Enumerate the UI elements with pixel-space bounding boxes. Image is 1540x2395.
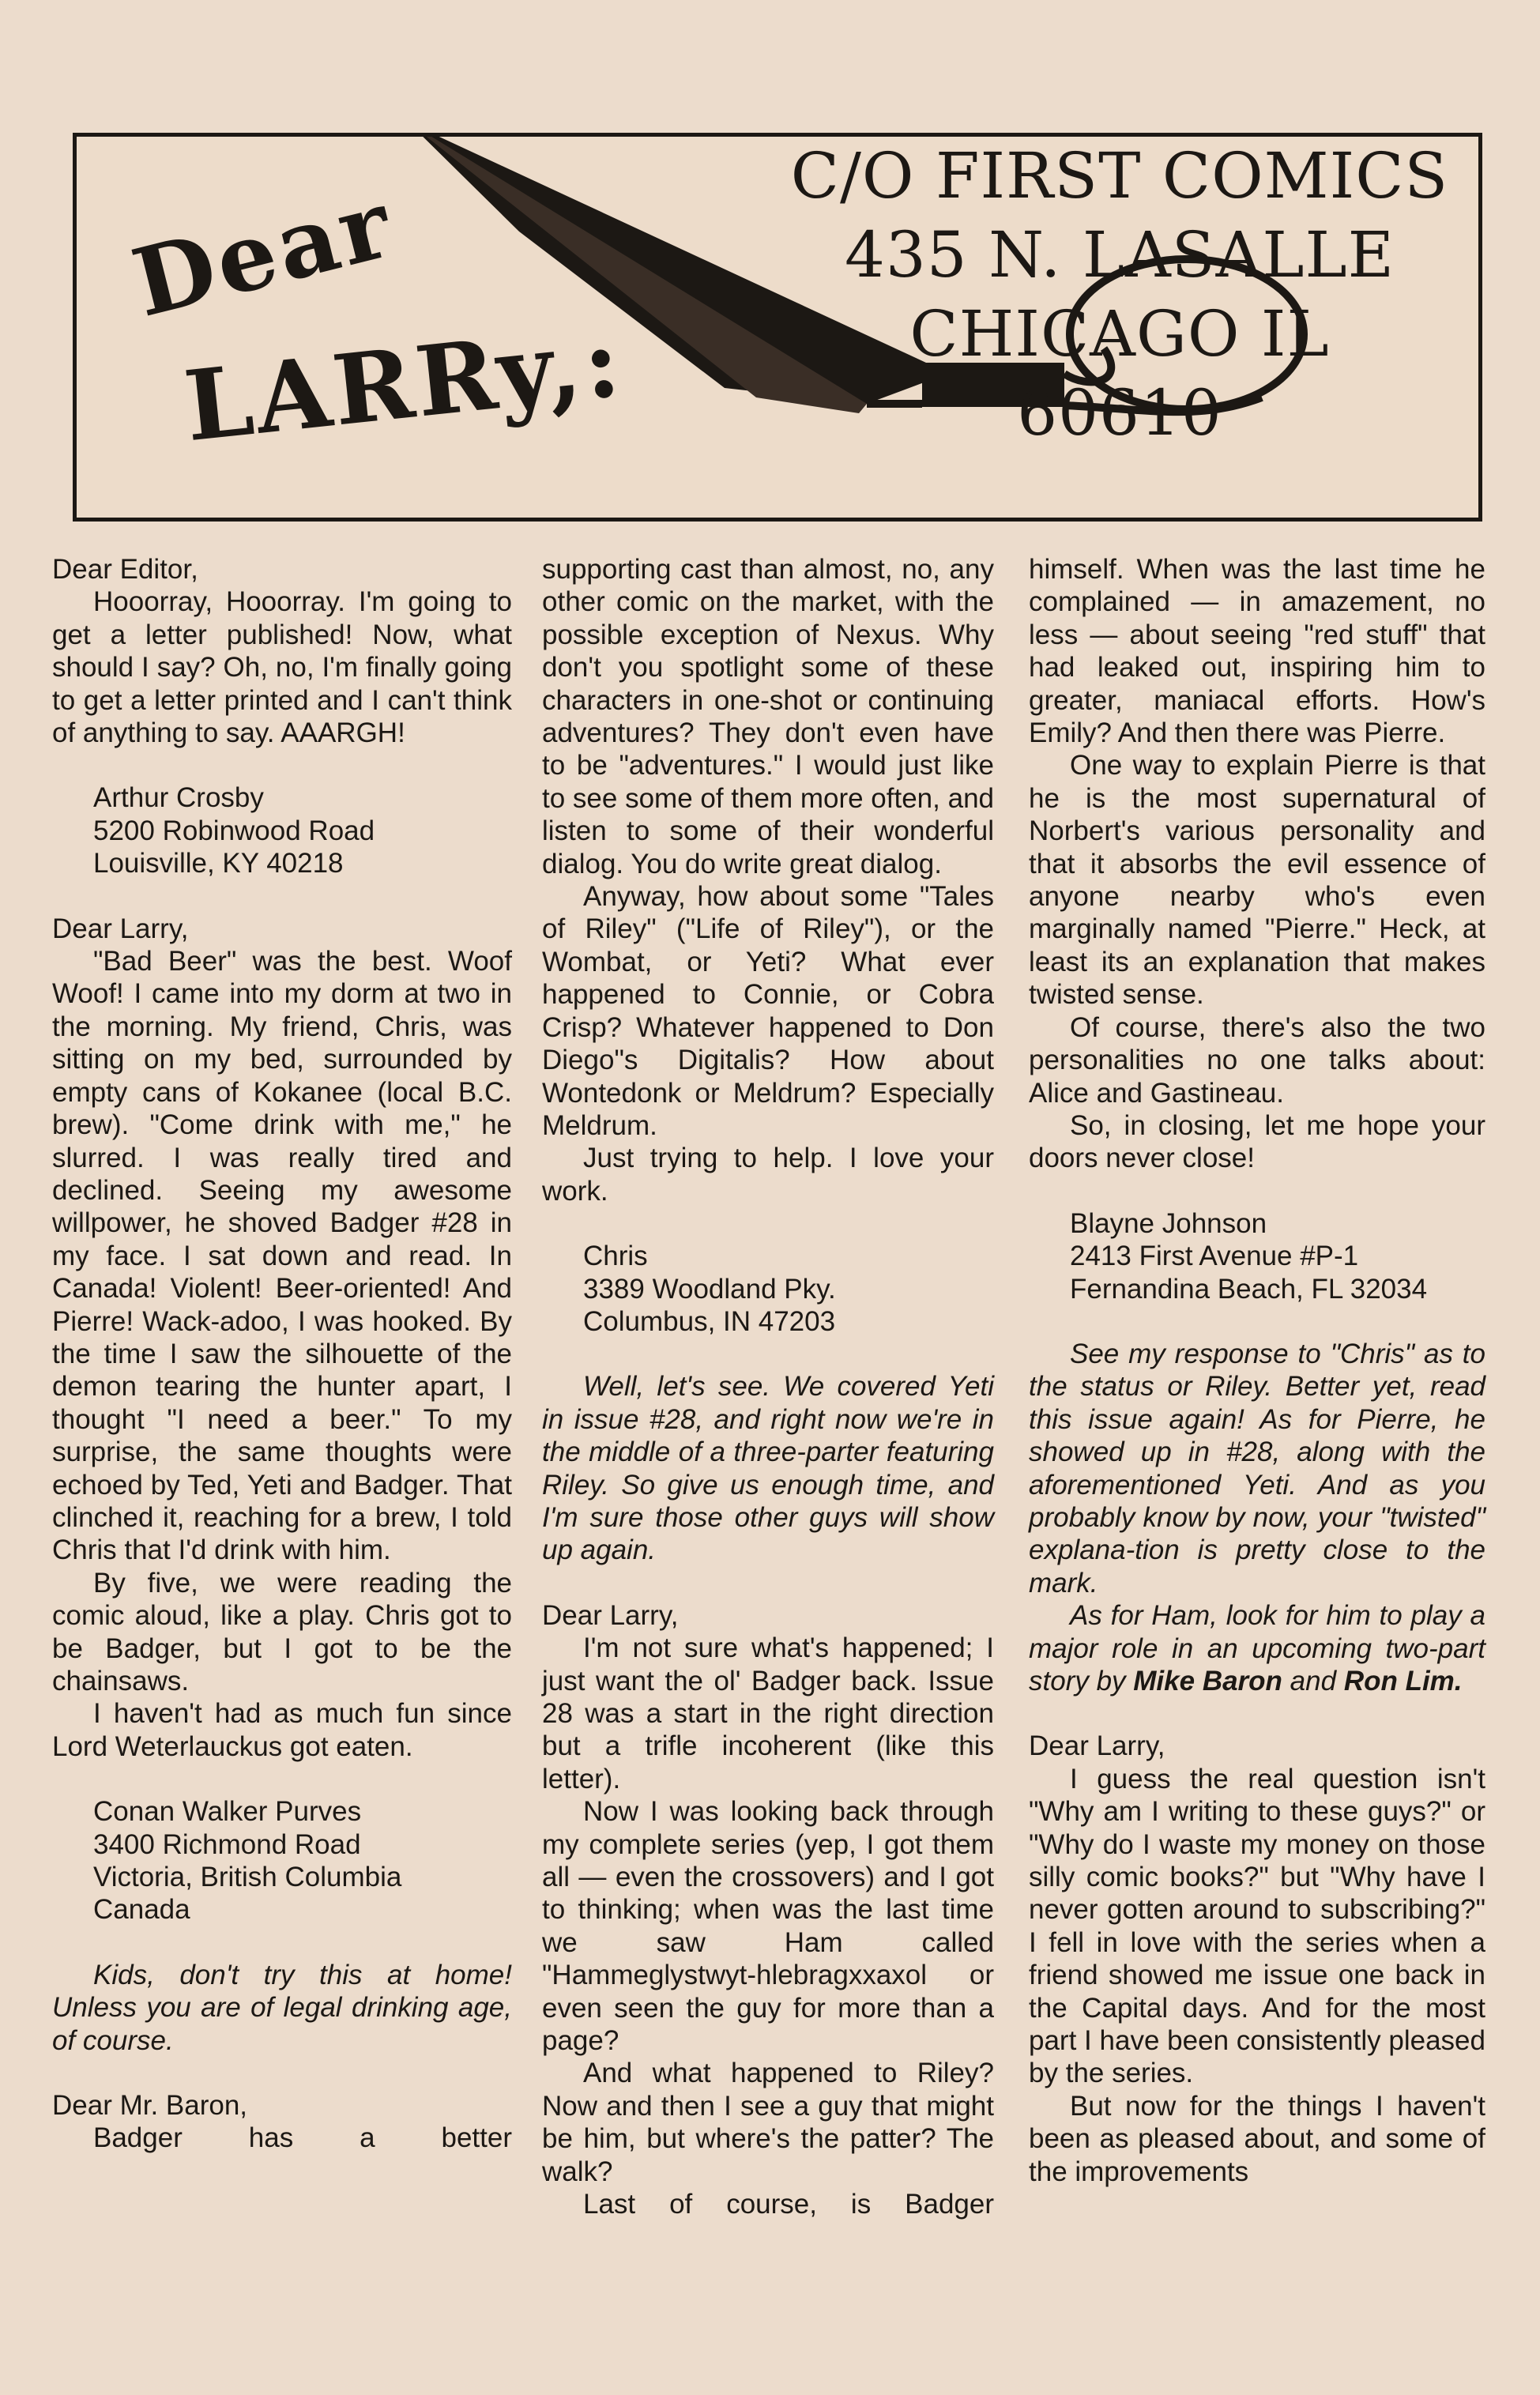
dear-title: Dear	[122, 168, 404, 338]
editor-reply: Kids, don't try this at home! Unless you are of legal drinking age, of course.	[52, 1959, 512, 2056]
signature-line: 3400 Richmond Road	[93, 1828, 361, 1860]
address-line: CHICAGO IL	[909, 297, 1330, 371]
letter-paragraph: Badger has a better	[93, 2122, 512, 2154]
letter-paragraph: By five, we were reading the comic aloud, like a play. Chris got to be Badger, but I got to be the chainsaws.	[52, 1567, 512, 1696]
letter-paragraph: Hooorray, Hooorray. I'm going to get a letter published! Now, what should I say? Oh, no, I'm finally going to get a letter printed and I can't think of anything to say. AAARGH!	[52, 586, 512, 749]
letter-paragraph: Now I was looking back through my complete series (yep, I got them all — even the crossovers) and I got to thinking; when was the last time we saw Ham called "Hammeglystwyt-hlebragxxaxol or even seen the guy for more than a page?	[542, 1796, 994, 2057]
signature-line: 2413 First Avenue #P-1	[1070, 1241, 1359, 1272]
signature-line: 3389 Woodland Pky.	[583, 1273, 836, 1305]
letter-paragraph: One way to explain Pierre is that he is the most supernatural of Norbert's various personality and that it absorbs the evil essence of anyone nearby who's even marginally named "Pierre." Heck, at least its an explanation that makes twisted sense.	[1029, 750, 1485, 1011]
signature-line: Blayne Johnson	[1070, 1207, 1267, 1239]
reply-text: and	[1290, 1666, 1337, 1696]
letter-paragraph: himself. When was the last time he complained — in amazement, no less — about seeing "red stuff" that had leaked out, inspiring him to greater, maniacal efforts. How's Emily? And then there was Pierre.	[1029, 554, 1485, 749]
signature-line: 5200 Robinwood Road	[93, 815, 375, 846]
letters-header	[73, 133, 1482, 522]
reply-text: As for Ham, look for him to play a major role in an upcoming two-part story by	[1029, 1600, 1485, 1696]
letter-paragraph: Last of course, is Badger	[583, 2189, 994, 2220]
letter-paragraph: Of course, there's also the two personalities no one talks about: Alice and Gastineau.	[1029, 1011, 1485, 1109]
letter-paragraph: But now for the things I haven't been as pleased about, and some of the improvements	[1029, 2090, 1485, 2187]
signature-line: Arthur Crosby	[93, 782, 264, 814]
column-2	[542, 553, 994, 2221]
letter-paragraph: Just trying to help. I love your work.	[542, 1143, 994, 1207]
creator-name: Ron Lim.	[1343, 1666, 1463, 1696]
column-3	[1029, 553, 1485, 2188]
letter-paragraph: Anyway, how about some "Tales of Riley" ("Life of Riley"), or the Wombat, or Yeti? What ever happened to Connie, or Cobra Crisp? Whatever happened to Don Diego"s Digitalis? How about Wontedonk or Meldrum? Especially Meldrum.	[542, 881, 994, 1141]
salutation: Dear Larry,	[542, 1599, 679, 1631]
editor-reply: Well, let's see. We covered Yeti in issue #28, and right now we're in the middle of a three-parter featuring Riley. So give us enough time, and I'm sure those other guys will show up again.	[542, 1371, 994, 1566]
salutation: Dear Larry,	[1029, 1730, 1165, 1762]
editor-reply: See my response to "Chris" as to the status or Riley. Better yet, read this issue again! As for Pierre, he showed up in #28, along with the aforementioned Yeti. And as you probably know by now, your "twisted" explana-tion is pretty close to the mark.	[1029, 1338, 1485, 1599]
signature-line: Fernandina Beach, FL 32034	[1070, 1273, 1428, 1305]
signature	[1029, 1207, 1485, 1305]
signature-line: Columbus, IN 47203	[583, 1305, 836, 1337]
signature-line: Conan Walker Purves	[93, 1796, 362, 1828]
signature-line: Canada	[93, 1894, 190, 1926]
letter-paragraph: I haven't had as much fun since Lord Weterlauckus got eaten.	[52, 1698, 512, 1762]
signature	[542, 1240, 994, 1338]
signature	[52, 1795, 512, 1926]
address-line: 60610	[1017, 376, 1222, 450]
salutation: Dear Larry,	[52, 913, 189, 944]
letter-paragraph: "Bad Beer" was the best. Woof Woof! I came into my dorm at two in the morning. My friend, Chris, was sitting on my bed, surrounded by empty cans of Kokanee (local B.C. brew). "Come drink with me," he slurred. I was really tired and declined. Seeing my awesome willpower, he shoved Badger #28 in my face. I sat down and read. In Canada! Violent! Beer-oriented! And Pierre! Wack-adoo, I was hooked. By the time I saw the silhouette of the demon tearing the hunter apart, I thought "I need a beer." To my surprise, the same thoughts were echoed by Ted, Yeti and Badger. That clinched it, reaching for a brew, I told Chris that I'd drink with him.	[52, 946, 512, 1566]
creator-name: Mike Baron	[1133, 1666, 1282, 1696]
editor-reply	[1029, 1599, 1485, 1697]
address-line: 435 N. LASALLE	[845, 218, 1395, 292]
signature-line: Victoria, British Columbia	[93, 1862, 402, 1893]
mailing-address	[788, 137, 1452, 453]
letter-paragraph: I'm not sure what's happened; I just want the ol' Badger back. Issue 28 was a start in the right direction but a trifle incoherent (like this letter).	[542, 1632, 994, 1794]
signature-line: Louisville, KY 40218	[93, 848, 344, 879]
letter-paragraph: supporting cast than almost, no, any other comic on the market, with the possible exception of Nexus. Why don't you spotlight some of these characters in one-shot or continuing adventures? They don't even have to be "adventures." I would just like to see some of them more often, and listen to some of their wonderful dialog. You do write great dialog.	[542, 554, 994, 879]
signature-line: Chris	[583, 1241, 648, 1272]
signature	[52, 781, 512, 879]
salutation: Dear Mr. Baron,	[52, 2090, 248, 2122]
letter-paragraph: So, in closing, let me hope your doors never close!	[1029, 1109, 1485, 1174]
salutation: Dear Editor,	[52, 554, 198, 585]
column-1	[52, 553, 512, 2155]
letter-paragraph: I guess the real question isn't "Why am I writing to these guys?" or "Why do I waste my money on those silly comic books?" but "Why have I never gotten around to subscribing?" I fell in love with the series when a friend showed me issue one back in the Capital days. And for the most part I have been consistently pleased by the series.	[1029, 1763, 1485, 2089]
letter-paragraph: And what happened to Riley? Now and then I see a guy that might be him, but where's the patter? The walk?	[542, 2058, 994, 2187]
address-line: C/O FIRST COMICS	[790, 139, 1449, 213]
larry-title: LARRy,:	[179, 303, 628, 464]
